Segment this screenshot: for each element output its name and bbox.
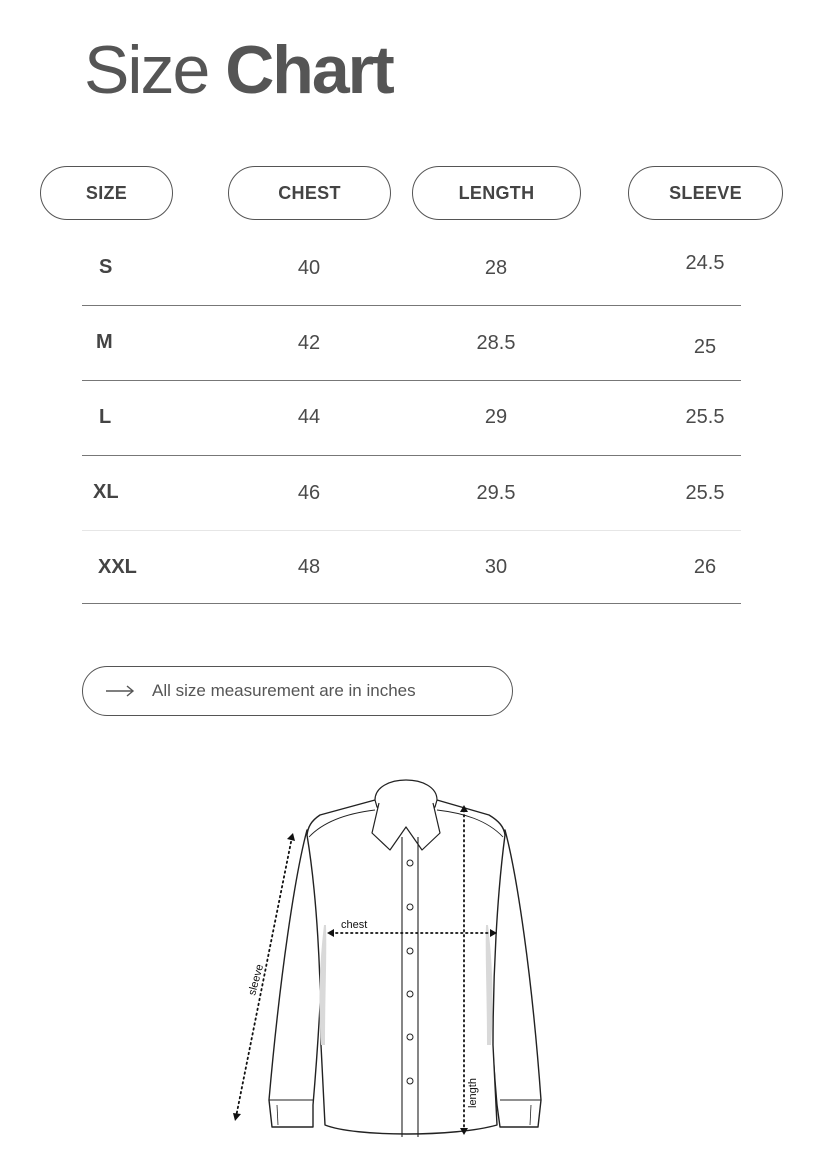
chest-cell: 46	[297, 482, 321, 504]
arrow-right-icon	[105, 685, 135, 697]
shirt-diagram	[225, 775, 565, 1150]
header-sleeve: SLEEVE	[628, 166, 783, 220]
length-cell: 28	[484, 257, 508, 279]
length-cell: 28.5	[476, 332, 516, 354]
header-length: LENGTH	[412, 166, 581, 220]
sleeve-cell: 25.5	[685, 406, 725, 428]
sleeve-cell: 24.5	[685, 252, 725, 274]
row-divider	[82, 455, 741, 456]
length-cell: 30	[484, 556, 508, 578]
chest-cell: 48	[297, 556, 321, 578]
chest-cell: 44	[297, 406, 321, 428]
row-divider	[82, 305, 741, 306]
length-label: length	[467, 1078, 479, 1108]
title-light: Size	[84, 32, 209, 108]
row-divider	[82, 603, 741, 604]
size-cell: M	[96, 331, 113, 353]
chest-cell: 42	[297, 332, 321, 354]
sleeve-cell: 25	[693, 336, 717, 358]
row-divider	[82, 530, 741, 531]
size-cell: XXL	[98, 556, 137, 578]
sleeve-cell: 26	[693, 556, 717, 578]
page-title	[84, 30, 393, 110]
chest-cell: 40	[297, 257, 321, 279]
sleeve-label: sleeve	[246, 962, 267, 997]
sleeve-cell: 25.5	[685, 482, 725, 504]
row-divider	[82, 380, 741, 381]
chest-label: chest	[341, 919, 368, 931]
header-size: SIZE	[40, 166, 173, 220]
title-bold: Chart	[225, 32, 393, 108]
length-cell: 29.5	[476, 482, 516, 504]
size-cell: L	[99, 406, 112, 428]
length-cell: 29	[484, 406, 508, 428]
size-cell: S	[99, 256, 113, 278]
size-cell: XL	[93, 481, 119, 503]
header-chest: CHEST	[228, 166, 391, 220]
units-note-text: All size measurement are in inches	[152, 681, 416, 700]
shirt-outline	[269, 780, 541, 1134]
units-note	[82, 666, 513, 716]
